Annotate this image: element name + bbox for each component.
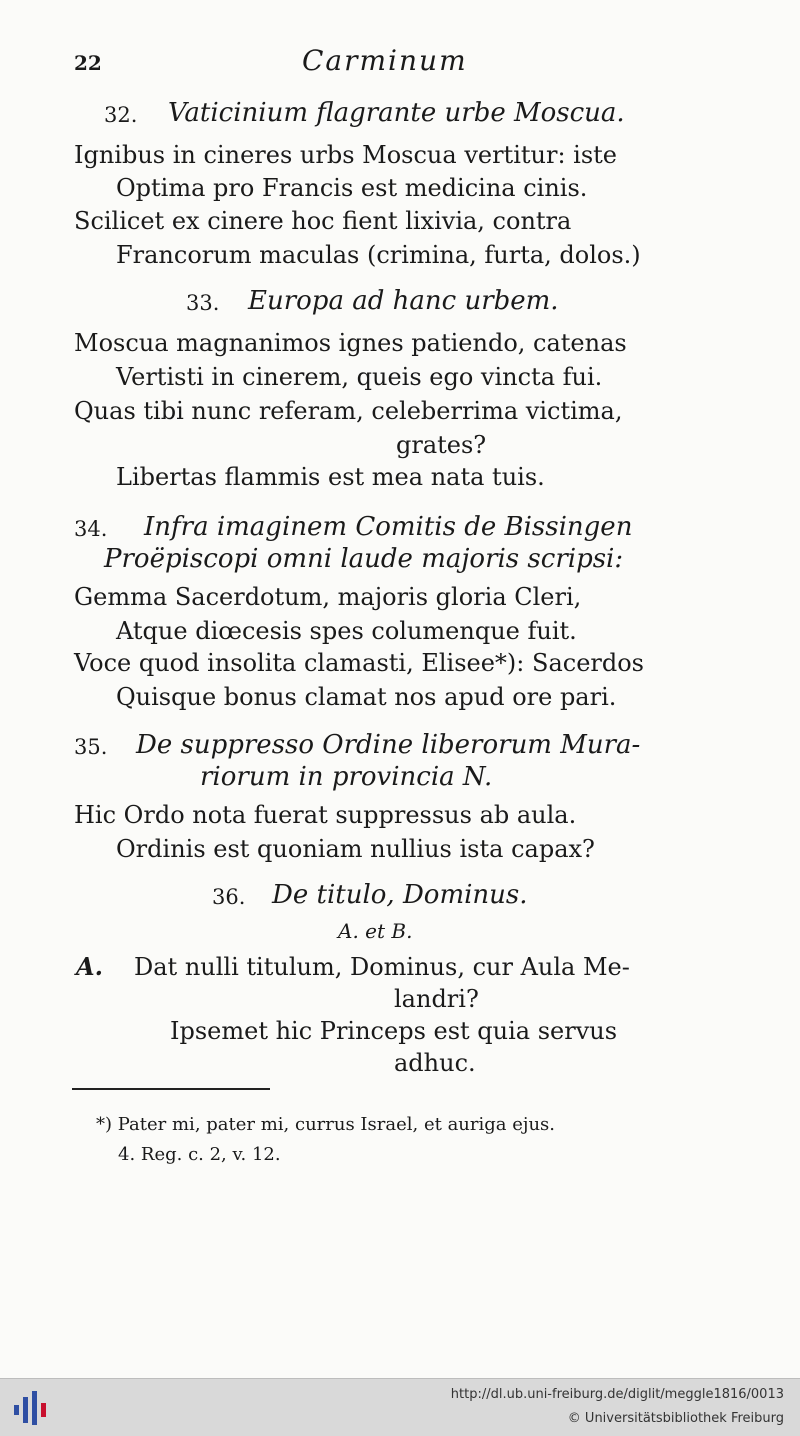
- page-url[interactable]: http://dl.ub.uni-freiburg.de/diglit/meggle1816/0013: [450, 1387, 784, 1402]
- poem-title: Europa ad hanc urbem.: [248, 286, 559, 316]
- poem-title: Vaticinium flagrante urbe Moscua.: [168, 98, 625, 128]
- page-number: 22: [74, 51, 102, 75]
- verse-line: Voce quod insolita clamasti, Elisee*): Sacerdos: [74, 649, 644, 677]
- verse-line: Atque diœcesis spes columenque fuit.: [116, 617, 577, 645]
- speakers-line: A. et B.: [338, 919, 413, 943]
- verse-line: Ordinis est quoniam nullius ista capax?: [116, 835, 595, 863]
- footnote-rule: [72, 1088, 270, 1090]
- poem-number: 34.: [74, 517, 108, 541]
- verse-line: adhuc.: [394, 1049, 476, 1077]
- verse-line: Quas tibi nunc referam, celeberrima victima,: [74, 397, 623, 425]
- verse-line: Hic Ordo nota fuerat suppressus ab aula.: [74, 801, 577, 829]
- verse-line: Libertas flammis est mea nata tuis.: [116, 463, 545, 491]
- library-logo-icon: [12, 1389, 52, 1427]
- poem-number: 35.: [74, 735, 108, 759]
- footnote-line: 4. Reg. c. 2, v. 12.: [118, 1144, 281, 1165]
- verse-line: Vertisti in cinerem, queis ego vincta fui.: [116, 363, 603, 391]
- copyright-notice: © Universitätsbibliothek Freiburg: [567, 1411, 784, 1426]
- poem-number: 32.: [104, 103, 138, 127]
- speaker-label: A.: [76, 952, 103, 981]
- poem-number: 33.: [186, 291, 220, 315]
- verse-line: Optima pro Francis est medicina cinis.: [116, 174, 588, 202]
- verse-line: Gemma Sacerdotum, majoris gloria Cleri,: [74, 583, 582, 611]
- poem-number: 36.: [212, 885, 246, 909]
- running-head: Carminum: [302, 44, 468, 77]
- verse-line: Scilicet ex cinere hoc fient lixivia, contra: [74, 207, 572, 235]
- poem-title: Proëpiscopi omni laude majoris scripsi:: [104, 544, 624, 574]
- poem-title: De titulo, Dominus.: [272, 880, 528, 910]
- verse-line: grates?: [396, 431, 487, 459]
- verse-line: Ipsemet hic Princeps est quia servus: [170, 1017, 618, 1045]
- footnote-line: *) Pater mi, pater mi, currus Israel, et auriga ejus.: [96, 1114, 556, 1135]
- verse-line: landri?: [394, 985, 479, 1013]
- verse-line: Francorum maculas (crimina, furta, dolos.): [116, 241, 641, 269]
- poem-title: De suppresso Ordine liberorum Mura-: [136, 730, 641, 760]
- verse-line: Quisque bonus clamat nos apud ore pari.: [116, 683, 617, 711]
- verse-line: Moscua magnanimos ignes patiendo, catenas: [74, 329, 627, 357]
- poem-title: riorum in provincia N.: [200, 762, 493, 792]
- viewer-footer: [0, 1378, 800, 1436]
- poem-title: Infra imaginem Comitis de Bissingen: [144, 512, 633, 542]
- verse-line: Dat nulli titulum, Dominus, cur Aula Me-: [134, 953, 630, 981]
- verse-line: Ignibus in cineres urbs Moscua vertitur: iste: [74, 141, 617, 169]
